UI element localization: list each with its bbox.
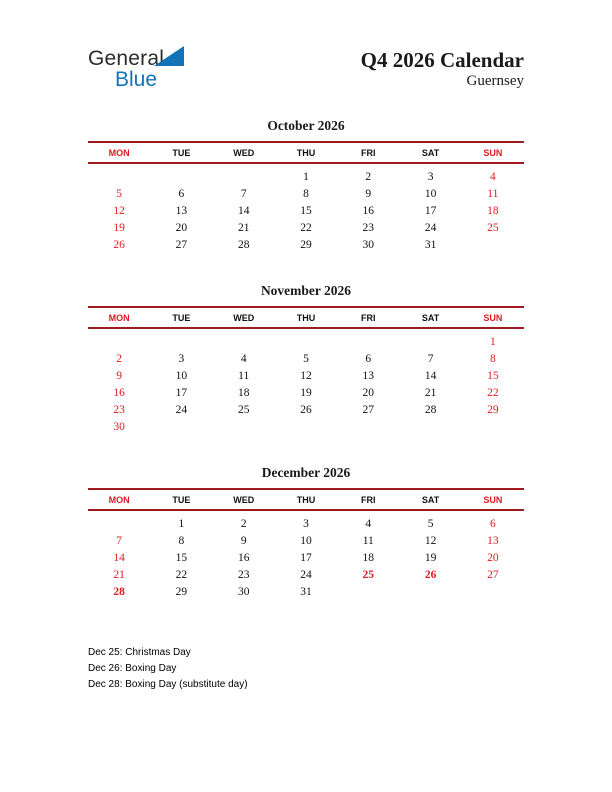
date-cell: 31 — [424, 238, 437, 251]
date-cell: 29 — [487, 403, 499, 416]
dates-grid — [88, 329, 524, 436]
day-header-sat: SAT — [421, 312, 440, 323]
date-cell: 28 — [424, 403, 437, 416]
page-header — [88, 48, 524, 92]
logo-text-blue: Blue — [115, 68, 158, 92]
day-header-thu: THU — [296, 312, 316, 323]
date-cell: 11 — [238, 369, 250, 382]
holiday-notes — [88, 645, 524, 693]
date-cell: 8 — [303, 187, 309, 200]
months — [88, 118, 524, 601]
date-cell: 29 — [300, 238, 312, 251]
date-cell: 18 — [362, 551, 375, 564]
date-cell: 16 — [113, 386, 125, 399]
empty-cell — [399, 419, 461, 436]
date-cell: 14 — [113, 551, 125, 564]
date-cell: 13 — [487, 534, 499, 547]
date-cell: 4 — [240, 352, 247, 365]
date-cell: 15 — [175, 551, 188, 564]
date-cell: 10 — [424, 187, 437, 200]
date-cell: 3 — [178, 352, 185, 365]
empty-cell — [462, 237, 524, 254]
date-cell: 4 — [489, 170, 496, 183]
day-header-wed: WED — [233, 494, 255, 505]
day-header-row — [88, 306, 524, 329]
date-cell: 13 — [175, 204, 188, 217]
day-header-row — [88, 488, 524, 511]
date-cell: 16 — [362, 204, 375, 217]
date-cell: 12 — [113, 204, 125, 217]
date-cell: 1 — [178, 517, 185, 530]
day-header-fri: FRI — [361, 147, 376, 158]
date-cell: 17 — [175, 386, 188, 399]
day-header-tue: TUE — [172, 147, 191, 158]
date-cell: 14 — [424, 369, 437, 382]
date-cell: 7 — [116, 534, 123, 547]
date-cell: 3 — [427, 170, 434, 183]
day-header-fri: FRI — [361, 312, 376, 323]
date-cell: 26 — [424, 568, 437, 581]
date-cell: 2 — [365, 170, 372, 183]
holiday-note: Dec 26: Boxing Day — [88, 662, 177, 674]
date-cell: 2 — [116, 352, 123, 365]
empty-cell — [150, 169, 212, 186]
month-title: October 2026 — [267, 117, 345, 133]
date-cell: 28 — [237, 238, 250, 251]
empty-cell — [462, 584, 524, 601]
date-cell: 21 — [237, 221, 250, 234]
day-header-tue: TUE — [172, 312, 191, 323]
holiday-note: Dec 28: Boxing Day (substitute day) — [88, 678, 248, 690]
empty-cell — [213, 419, 275, 436]
date-cell: 27 — [487, 568, 499, 581]
date-cell: 20 — [487, 551, 499, 564]
day-header-sun: SUN — [483, 494, 503, 505]
date-cell: 31 — [300, 585, 312, 598]
title-block — [361, 48, 524, 92]
dates-grid — [88, 511, 524, 601]
logo-text-general: General — [88, 47, 165, 70]
empty-cell — [275, 334, 337, 351]
date-cell: 5 — [427, 517, 434, 530]
date-cell: 6 — [489, 517, 496, 530]
day-header-mon: MON — [108, 147, 130, 158]
date-cell: 21 — [424, 386, 437, 399]
empty-cell — [88, 334, 150, 351]
day-header-wed: WED — [233, 312, 255, 323]
empty-cell — [462, 419, 524, 436]
date-cell: 22 — [300, 221, 312, 234]
date-cell: 19 — [424, 551, 437, 564]
date-cell: 18 — [237, 386, 250, 399]
date-cell: 7 — [240, 187, 247, 200]
date-cell: 30 — [362, 238, 375, 251]
empty-cell — [337, 419, 399, 436]
date-cell: 4 — [365, 517, 372, 530]
page — [88, 0, 524, 693]
date-cell: 30 — [237, 585, 250, 598]
dates-grid — [88, 164, 524, 254]
date-cell: 24 — [300, 568, 312, 581]
date-cell: 2 — [240, 517, 247, 530]
empty-cell — [213, 169, 275, 186]
date-cell: 23 — [362, 221, 375, 234]
empty-cell — [337, 584, 399, 601]
date-cell: 25 — [237, 403, 250, 416]
date-cell: 27 — [175, 238, 188, 251]
date-cell: 1 — [489, 335, 496, 348]
day-header-sun: SUN — [483, 147, 503, 158]
date-cell: 8 — [489, 352, 496, 365]
empty-cell — [213, 334, 275, 351]
date-cell: 12 — [300, 369, 312, 382]
day-header-row — [88, 141, 524, 164]
month-december-2026 — [88, 465, 524, 601]
date-cell: 19 — [113, 221, 125, 234]
empty-cell — [275, 419, 337, 436]
month-title: December 2026 — [261, 464, 351, 480]
date-cell: 10 — [175, 369, 188, 382]
date-cell: 25 — [362, 568, 375, 581]
day-header-thu: THU — [296, 147, 316, 158]
date-cell: 22 — [175, 568, 188, 581]
date-cell: 5 — [116, 187, 123, 200]
date-cell: 1 — [303, 170, 309, 183]
date-cell: 9 — [365, 187, 372, 200]
empty-cell — [150, 419, 212, 436]
date-cell: 21 — [113, 568, 125, 581]
month-october-2026 — [88, 118, 524, 254]
empty-cell — [399, 584, 461, 601]
date-cell: 17 — [424, 204, 437, 217]
date-cell: 30 — [113, 420, 125, 433]
day-header-fri: FRI — [361, 494, 376, 505]
date-cell: 17 — [300, 551, 312, 564]
empty-cell — [150, 334, 212, 351]
date-cell: 25 — [487, 221, 499, 234]
month-title: November 2026 — [260, 282, 352, 298]
date-cell: 6 — [365, 352, 372, 365]
date-cell: 24 — [175, 403, 188, 416]
date-cell: 23 — [237, 568, 250, 581]
date-cell: 10 — [300, 534, 312, 547]
date-cell: 27 — [362, 403, 375, 416]
date-cell: 19 — [300, 386, 312, 399]
date-cell: 14 — [237, 204, 250, 217]
date-cell: 9 — [240, 534, 247, 547]
day-header-mon: MON — [108, 494, 130, 505]
date-cell: 18 — [487, 204, 499, 217]
date-cell: 6 — [178, 187, 185, 200]
month-november-2026 — [88, 283, 524, 436]
date-cell: 9 — [116, 369, 123, 382]
date-cell: 20 — [175, 221, 188, 234]
date-cell: 24 — [424, 221, 437, 234]
page-title: Q4 2026 Calendar — [360, 48, 524, 72]
date-cell: 11 — [362, 534, 374, 547]
date-cell: 15 — [487, 369, 499, 382]
day-header-mon: MON — [108, 312, 130, 323]
day-header-thu: THU — [296, 494, 316, 505]
date-cell: 22 — [487, 386, 499, 399]
date-cell: 26 — [300, 403, 312, 416]
day-header-sat: SAT — [421, 494, 440, 505]
day-header-sun: SUN — [483, 312, 503, 323]
date-cell: 13 — [362, 369, 375, 382]
day-header-sat: SAT — [421, 147, 440, 158]
empty-cell — [88, 516, 150, 533]
date-cell: 3 — [303, 517, 309, 530]
date-cell: 5 — [303, 352, 309, 365]
empty-cell — [88, 169, 150, 186]
date-cell: 28 — [113, 585, 125, 598]
date-cell: 23 — [113, 403, 125, 416]
date-cell: 20 — [362, 386, 375, 399]
date-cell: 16 — [237, 551, 250, 564]
empty-cell — [337, 334, 399, 351]
date-cell: 7 — [427, 352, 434, 365]
date-cell: 8 — [178, 534, 185, 547]
date-cell: 12 — [424, 534, 437, 547]
general-blue-logo — [88, 48, 208, 91]
date-cell: 11 — [487, 187, 499, 200]
day-header-tue: TUE — [172, 494, 191, 505]
date-cell: 29 — [175, 585, 188, 598]
empty-cell — [399, 334, 461, 351]
page-subtitle: Guernsey — [466, 73, 524, 90]
date-cell: 26 — [113, 238, 125, 251]
date-cell: 15 — [300, 204, 312, 217]
holiday-note: Dec 25: Christmas Day — [88, 646, 191, 658]
day-header-wed: WED — [233, 147, 255, 158]
